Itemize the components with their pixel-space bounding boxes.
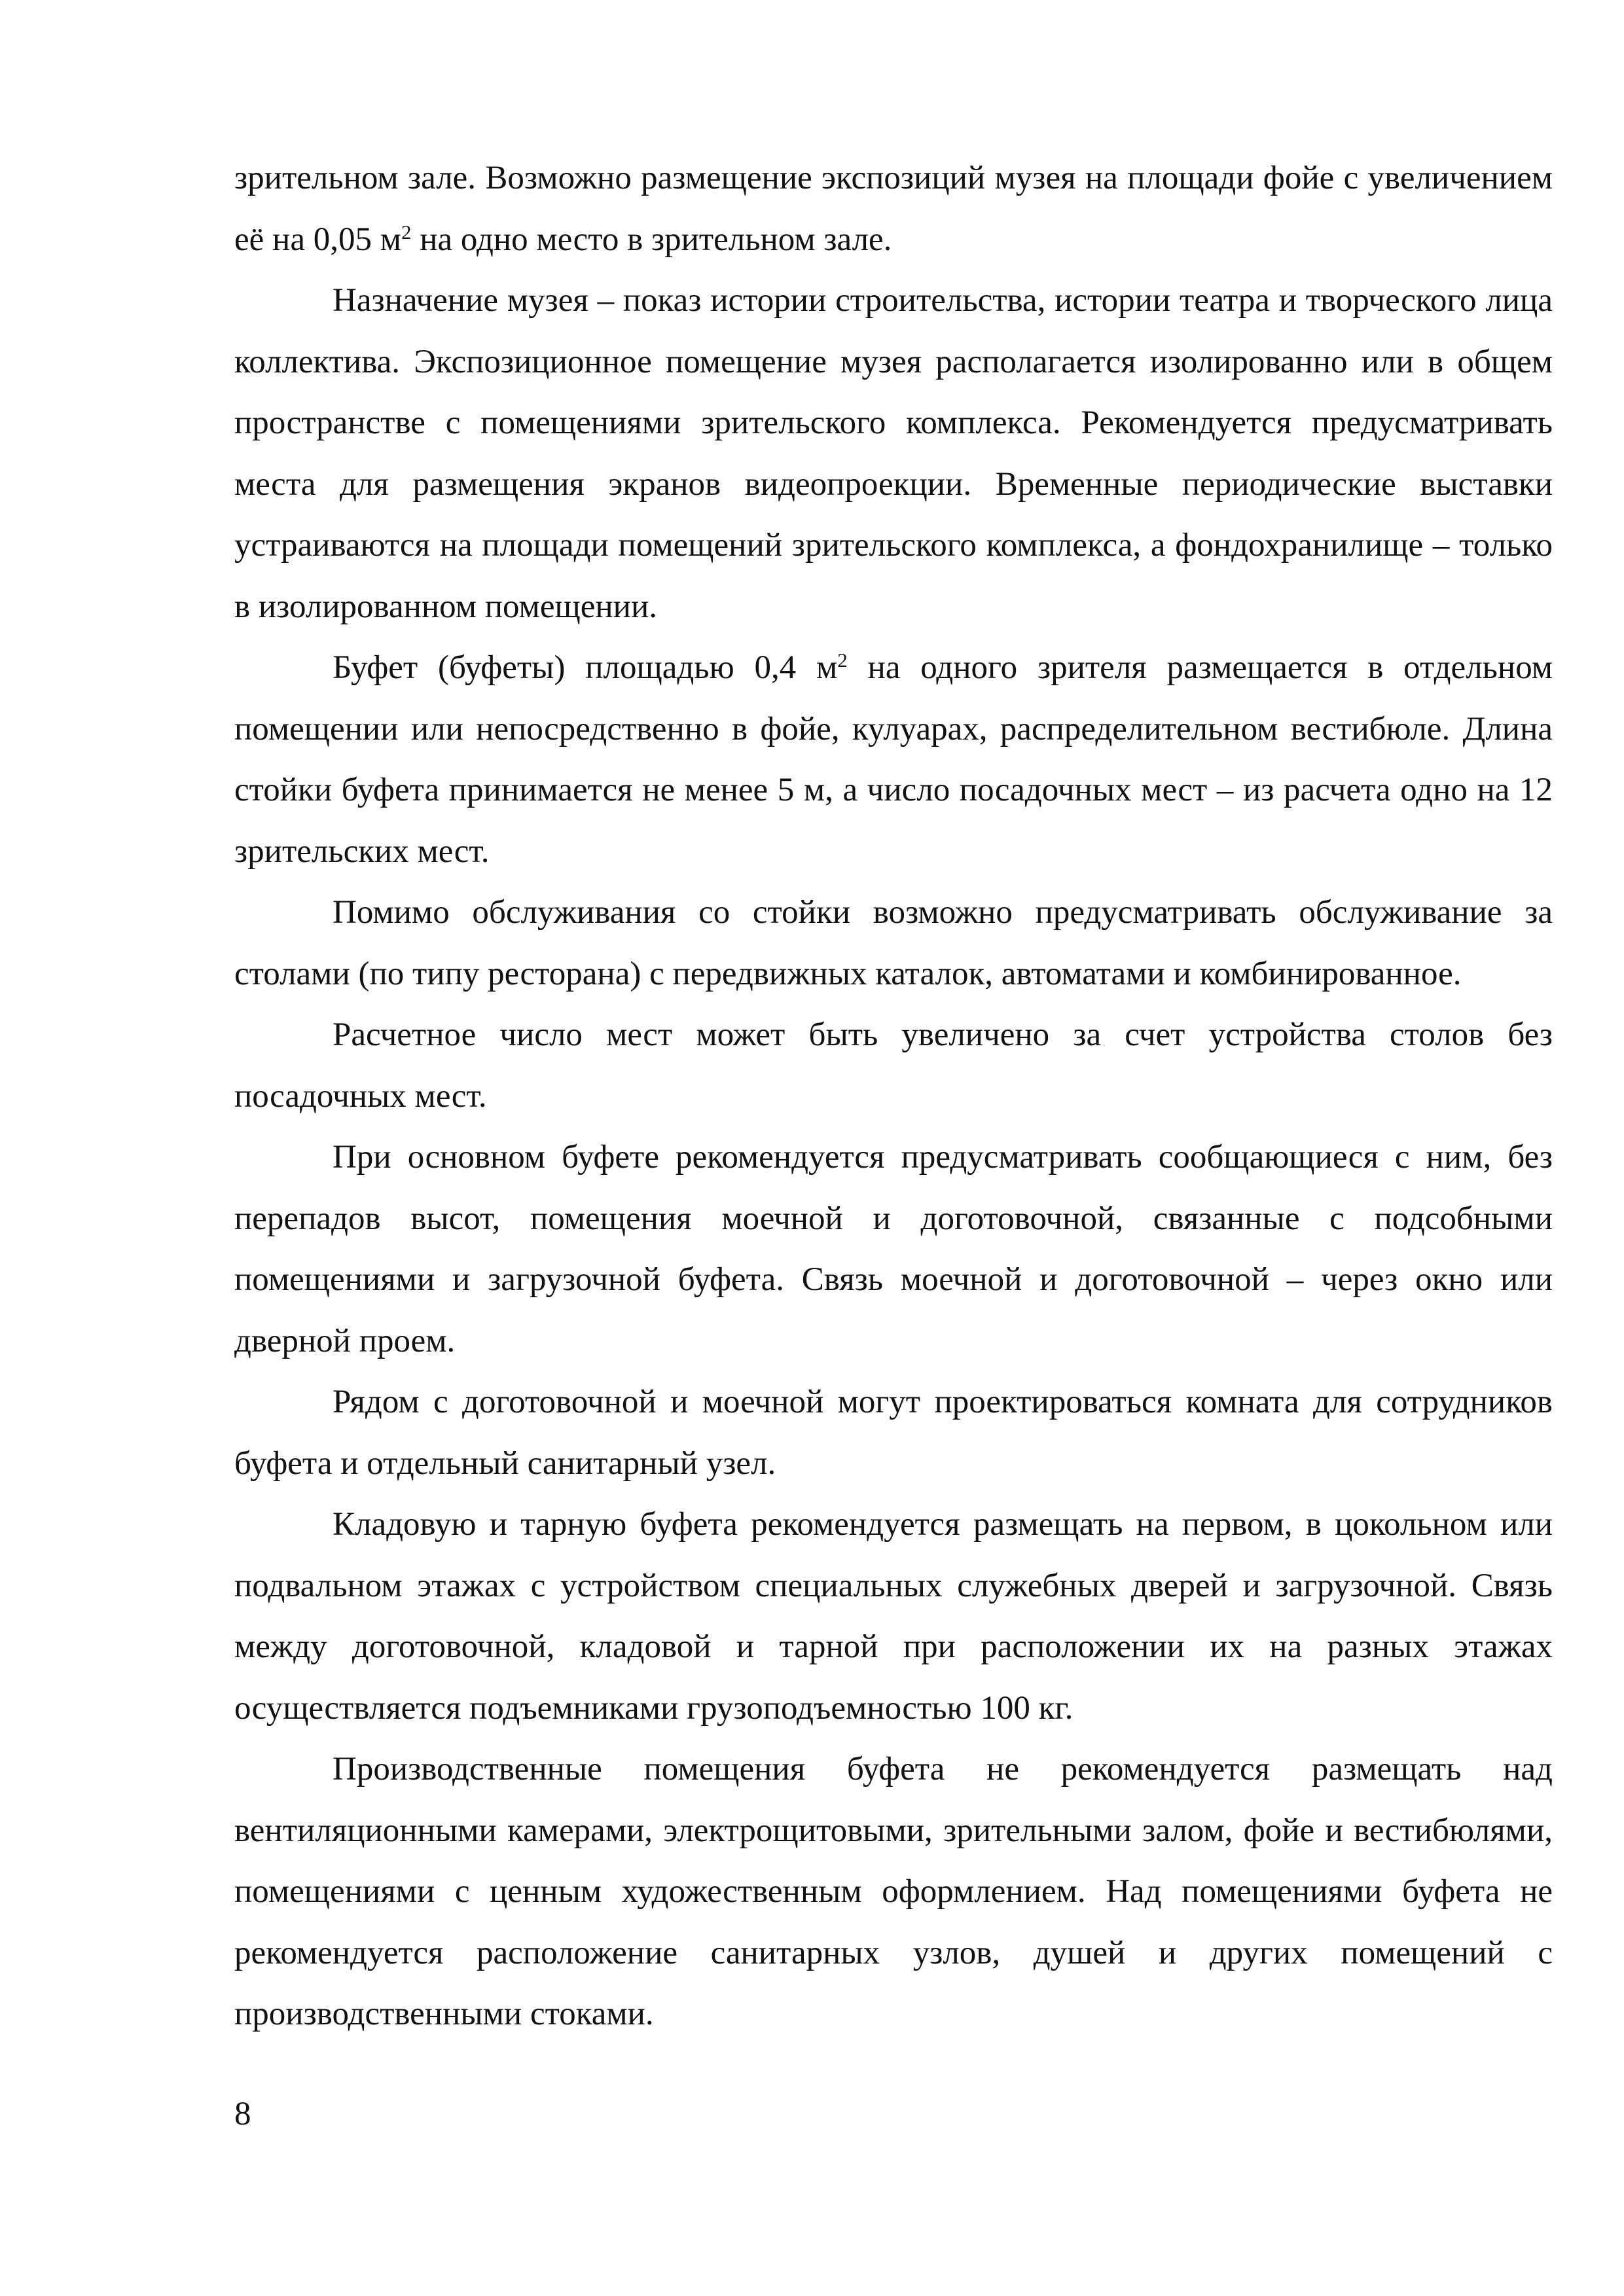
paragraph-1 [234, 148, 1553, 270]
paragraph-6: При основном буфете рекомендуется предусматривать сообщающиеся с ним, без перепадов высот, помещения моечной и доготовочной, связанные с подсобными помещениями и загрузочной буфета. Связь моечной и доготовочной – через окно или дверной проем. [234, 1139, 1553, 1359]
paragraph-4: Помимо обслуживания со стойки возможно предусматривать обслуживание за столами (по типу ресторана) с передвижных каталок, автоматами и комбинированное. [234, 894, 1553, 992]
paragraph-1-superscript: 2 [401, 220, 412, 243]
paragraph-3-text-before: Буфет (буфеты) площадью 0,4 м [333, 649, 838, 686]
paragraph-8: Кладовую и тарную буфета рекомендуется размещать на первом, в цокольном или подвальном этажах с устройством специальных служебных дверей и загрузочной. Связь между доготовочной, кладовой и тарной при расположении их на разных этажах осуществляется подъемниками грузоподъемностью 100 кг. [234, 1506, 1553, 1727]
paragraph-5: Расчетное число мест может быть увеличено за счет устройства столов без посадочных мест. [234, 1016, 1553, 1115]
paragraph-3-text-after: на одного зрителя размещается в отдельном помещении или непосредственно в фойе, кулуарах, распределительном вестибюле. Длина стойки буфета принимается не менее 5 м, а число посадочных мест – из расчета одно на 12 зрительских мест. [234, 649, 1553, 870]
paragraph-2: Назначение музея – показ истории строительства, истории театра и творческого лица коллектива. Экспозиционное помещение музея располагается изолированно или в общем пространстве с помещениями зрительского комплекса. Рекомендуется предусматривать места для размещения экранов видеопроекции. Временные периодические выставки устраиваются на площади помещений зрительского комплекса, а фондохранилище – только в изолированном помещении. [234, 282, 1553, 625]
paragraph-3 [234, 637, 1553, 882]
paragraph-1-text-after: на одно место в зрительном зале. [411, 221, 892, 258]
page-number: 8 [234, 2096, 251, 2132]
paragraph-3-superscript: 2 [837, 648, 848, 672]
paragraph-1-text-before: зрительном зале. Возможно размещение экспозиций музея на площади фойе с увеличением её на 0,05 м [234, 160, 1553, 258]
paragraph-7: Рядом с доготовочной и моечной могут проектироваться комната для сотрудников буфета и отдельный санитарный узел. [234, 1384, 1553, 1482]
page-body [234, 148, 1553, 2045]
paragraph-9: Производственные помещения буфета не рекомендуется размещать над вентиляционными камерами, электрощитовыми, зрительными залом, фойе и вестибюлями, помещениями с ценным художественным оформлением. Над помещениями буфета не рекомендуется расположение санитарных узлов, душей и других помещений с производственными стоками. [234, 1751, 1553, 2032]
